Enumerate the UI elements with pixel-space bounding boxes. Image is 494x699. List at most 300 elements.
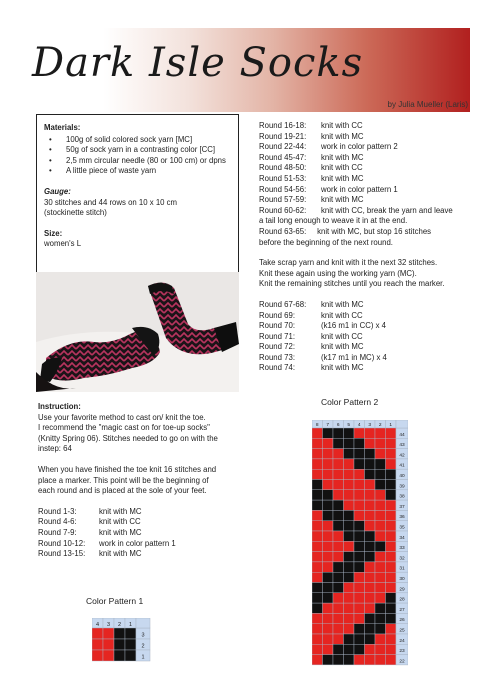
- round-row: [38, 549, 243, 560]
- stitch-cell: [312, 469, 323, 479]
- row-label: 3: [141, 632, 145, 639]
- list-item: • 50g of sock yarn in a contrasting color [CC]: [44, 145, 238, 156]
- stitch-cell: [312, 624, 323, 634]
- column-label: 5: [347, 423, 351, 428]
- round-value: knit with MC: [99, 506, 142, 516]
- materials-heading: Materials:: [44, 123, 81, 132]
- stitch-cell: [344, 510, 355, 520]
- stitch-cell: [333, 572, 344, 582]
- round-label: Round 73:: [259, 352, 295, 362]
- stitch-cell: [365, 480, 376, 490]
- stitch-cell: [333, 531, 344, 541]
- stitch-cell: [386, 613, 397, 623]
- stitch-cell: [312, 613, 323, 623]
- stitch-cell: [375, 510, 386, 520]
- stitch-cell: [365, 583, 376, 593]
- row-label: 2: [141, 643, 145, 650]
- column-label: 1: [389, 423, 393, 428]
- stitch-cell: [354, 624, 365, 634]
- stitch-cell: [333, 428, 344, 438]
- round-label: Round 51-53:: [259, 173, 307, 183]
- row-label: 40: [399, 474, 405, 479]
- stitch-cell: [333, 552, 344, 562]
- column-label: 8: [315, 423, 319, 428]
- stitch-cell: [386, 438, 397, 448]
- round-value: knit with MC: [321, 152, 364, 162]
- round-row: [259, 163, 469, 174]
- stitch-cell: [344, 500, 355, 510]
- stitch-cell: [375, 644, 386, 654]
- stitch-cell: [375, 603, 386, 613]
- round-row: [259, 185, 469, 196]
- stitch-cell: [375, 624, 386, 634]
- row-label: 34: [399, 535, 405, 541]
- list-item: • 2,5 mm circular needle (80 or 100 cm) or dpns: [44, 156, 238, 167]
- stitch-cell: [323, 469, 334, 479]
- round-row: [38, 517, 243, 528]
- stitch-cell: [365, 613, 376, 623]
- stitch-cell: [354, 510, 365, 520]
- color-pattern-1-title: Color Pattern 1: [86, 596, 144, 606]
- stitch-cell: [354, 593, 365, 603]
- stitch-cell: [375, 500, 386, 510]
- round-row: [38, 539, 243, 550]
- stitch-cell: [365, 603, 376, 613]
- stitch-cell: [375, 583, 386, 593]
- author-credit: by Julia Mueller (Laris): [387, 100, 468, 109]
- stitch-cell: [103, 628, 114, 639]
- column-label: 6: [336, 423, 340, 428]
- stitch-cell: [354, 531, 365, 541]
- round-row: [259, 321, 469, 332]
- round-value: (k16 m1 in CC) x 4: [321, 321, 386, 331]
- instruction-line: each round and is placed at the sole of your feet.: [38, 486, 207, 496]
- stitch-cell: [333, 583, 344, 593]
- round-label: Round 54-56:: [259, 184, 307, 194]
- stitch-cell: [323, 480, 334, 490]
- row-label: 24: [399, 638, 405, 644]
- row-label: 29: [399, 587, 405, 593]
- row-label: 43: [399, 443, 405, 449]
- round-row: [259, 153, 469, 164]
- stitch-cell: [344, 469, 355, 479]
- socks-photo: [36, 272, 239, 392]
- stitch-cell: [344, 613, 355, 623]
- instructions-heading: Instruction:: [38, 402, 81, 411]
- stitch-cell: [92, 628, 103, 639]
- round-row: [259, 195, 469, 206]
- stitch-cell: [333, 541, 344, 551]
- right-column: [259, 121, 469, 374]
- round-label: Round 70:: [259, 321, 295, 331]
- round-row: [259, 174, 469, 185]
- stitch-cell: [312, 490, 323, 500]
- row-label: 28: [399, 597, 405, 603]
- stitch-cell: [333, 603, 344, 613]
- stitch-cell: [365, 510, 376, 520]
- stitch-cell: [354, 459, 365, 469]
- stitch-cell: [333, 490, 344, 500]
- stitch-cell: [386, 500, 397, 510]
- stitch-cell: [323, 510, 334, 520]
- stitch-cell: [386, 521, 397, 531]
- row-label: 23: [399, 649, 405, 655]
- row-label: 31: [399, 566, 405, 572]
- stitch-cell: [344, 634, 355, 644]
- round-value: knit with CC: [99, 517, 141, 527]
- scrap-line: Knit the remaining stitches until you reach the marker.: [259, 279, 445, 289]
- instruction-line: I recommend the "magic cast on for toe-up socks": [38, 423, 210, 433]
- stitch-cell: [344, 593, 355, 603]
- stitch-cell: [375, 459, 386, 469]
- stitch-cell: [365, 428, 376, 438]
- stitch-cell: [386, 552, 397, 562]
- stitch-cell: [92, 650, 103, 661]
- stitch-cell: [323, 449, 334, 459]
- stitch-cell: [375, 572, 386, 582]
- instruction-line: (Knitty Spring 06). Stitches needed to go on with the: [38, 433, 218, 443]
- round-value: knit with MC: [321, 342, 364, 352]
- instruction-line: place a marker. This point will be the beginning of: [38, 475, 209, 485]
- stitch-cell: [323, 438, 334, 448]
- stitch-cell: [375, 562, 386, 572]
- stitch-cell: [386, 655, 397, 665]
- stitch-cell: [354, 655, 365, 665]
- round-continuation: a tail long enough to weave it in at the end.: [259, 216, 408, 226]
- row-label: 42: [399, 453, 405, 459]
- stitch-cell: [312, 459, 323, 469]
- stitch-cell: [386, 531, 397, 541]
- stitch-cell: [323, 583, 334, 593]
- stitch-cell: [333, 644, 344, 654]
- stitch-cell: [386, 541, 397, 551]
- stitch-cell: [312, 500, 323, 510]
- stitch-cell: [375, 655, 386, 665]
- stitch-cell: [344, 541, 355, 551]
- stitch-cell: [344, 521, 355, 531]
- stitch-cell: [312, 593, 323, 603]
- stitch-cell: [312, 521, 323, 531]
- stitch-cell: [125, 628, 136, 639]
- round-value: work in color pattern 1: [99, 538, 176, 548]
- materials-list: [44, 135, 238, 177]
- stitch-cell: [333, 480, 344, 490]
- round-value: knit with MC: [321, 195, 364, 205]
- row-label: 30: [399, 577, 405, 582]
- stitch-cell: [354, 449, 365, 459]
- color-pattern-1-chart: [92, 618, 154, 664]
- list-item: • 100g of solid colored sock yarn [MC]: [44, 135, 238, 146]
- round-label: Round 4-6:: [38, 517, 77, 527]
- stitch-cell: [386, 624, 397, 634]
- stitch-cell: [344, 644, 355, 654]
- stitch-cell: [344, 572, 355, 582]
- page-title: Dark Isle Socks: [32, 40, 364, 86]
- round-row: [259, 311, 469, 322]
- round-row: [259, 206, 469, 217]
- round-value: knit with MC: [99, 549, 142, 559]
- stitch-cell: [344, 624, 355, 634]
- stitch-cell: [365, 469, 376, 479]
- stitch-cell: [386, 572, 397, 582]
- stitch-cell: [323, 500, 334, 510]
- stitch-cell: [365, 552, 376, 562]
- stitch-cell: [375, 552, 386, 562]
- round-row: [38, 528, 243, 539]
- stitch-cell: [344, 562, 355, 572]
- round-label: Round 13-15:: [38, 549, 86, 559]
- stitch-cell: [365, 438, 376, 448]
- column-label: 2: [378, 423, 382, 428]
- row-label: 44: [399, 432, 405, 438]
- stitch-cell: [375, 521, 386, 531]
- round-value: knit with MC: [321, 363, 364, 373]
- column-label: 4: [357, 423, 361, 428]
- stitch-cell: [312, 449, 323, 459]
- round-label: Round 48-50:: [259, 163, 307, 173]
- row-label: 39: [399, 484, 405, 490]
- round-row: [38, 507, 243, 518]
- stitch-cell: [375, 469, 386, 479]
- stitch-cell: [312, 428, 323, 438]
- stitch-cell: [312, 438, 323, 448]
- row-label: 35: [399, 525, 405, 531]
- round-row: [259, 342, 469, 353]
- stitch-cell: [344, 655, 355, 665]
- stitch-cell: [386, 480, 397, 490]
- stitch-cell: [386, 644, 397, 654]
- stitch-cell: [365, 541, 376, 551]
- round-value: knit with CC: [321, 163, 363, 173]
- stitch-cell: [354, 428, 365, 438]
- gauge-text: (stockinette stitch): [44, 208, 107, 218]
- stitch-cell: [365, 634, 376, 644]
- stitch-cell: [312, 583, 323, 593]
- round-label: Round 7-9:: [38, 527, 77, 537]
- round-continuation: before the beginning of the next round.: [259, 237, 393, 247]
- row-label: 1: [141, 654, 145, 661]
- color-pattern-2-chart: [312, 420, 408, 670]
- stitch-cell: [386, 510, 397, 520]
- stitch-cell: [312, 655, 323, 665]
- round-value: (k17 m1 in MC) x 4: [321, 352, 387, 362]
- stitch-cell: [344, 583, 355, 593]
- stitch-cell: [354, 562, 365, 572]
- stitch-cell: [375, 634, 386, 644]
- stitch-cell: [354, 552, 365, 562]
- stitch-cell: [344, 459, 355, 469]
- stitch-cell: [386, 562, 397, 572]
- stitch-cell: [344, 531, 355, 541]
- column-label: 2: [117, 622, 122, 628]
- round-label: Round 72:: [259, 342, 295, 352]
- round-value: knit with MC: [99, 527, 142, 537]
- round-row: Round 63-65: knit with MC, but stop 16 stitches: [259, 226, 432, 236]
- scrap-line: Knit these again using the working yarn (MC).: [259, 268, 417, 278]
- stitch-cell: [333, 438, 344, 448]
- stitch-cell: [354, 500, 365, 510]
- stitch-cell: [375, 438, 386, 448]
- stitch-cell: [354, 572, 365, 582]
- stitch-cell: [333, 469, 344, 479]
- stitch-cell: [365, 521, 376, 531]
- round-value: knit with CC: [321, 310, 363, 320]
- stitch-cell: [365, 531, 376, 541]
- round-row: [259, 121, 469, 132]
- stitch-cell: [365, 490, 376, 500]
- stitch-cell: [323, 634, 334, 644]
- stitch-cell: [375, 480, 386, 490]
- round-row: [259, 363, 469, 374]
- stitch-cell: [375, 531, 386, 541]
- stitch-cell: [375, 449, 386, 459]
- stitch-cell: [386, 469, 397, 479]
- stitch-cell: [312, 603, 323, 613]
- column-label: 3: [368, 423, 372, 428]
- round-label: Round 22-44:: [259, 142, 307, 152]
- stitch-cell: [114, 639, 125, 650]
- size-text: women's L: [44, 239, 82, 249]
- stitch-cell: [354, 469, 365, 479]
- stitch-cell: [354, 583, 365, 593]
- stitch-cell: [344, 449, 355, 459]
- stitch-cell: [323, 572, 334, 582]
- round-value: work in color pattern 2: [321, 142, 398, 152]
- round-value: knit with MC: [321, 131, 364, 141]
- stitch-cell: [125, 639, 136, 650]
- row-label: 38: [399, 494, 405, 500]
- column-label: 1: [128, 622, 133, 628]
- stitch-cell: [386, 583, 397, 593]
- stitch-cell: [344, 490, 355, 500]
- row-label: 37: [399, 504, 405, 510]
- row-label: 32: [399, 556, 405, 562]
- stitch-cell: [312, 531, 323, 541]
- round-label: Round 45-47:: [259, 152, 307, 162]
- stitch-cell: [344, 480, 355, 490]
- stitch-cell: [333, 593, 344, 603]
- stitch-cell: [386, 603, 397, 613]
- instruction-line: instep: 64: [38, 444, 72, 454]
- stitch-cell: [323, 593, 334, 603]
- row-label: 22: [399, 659, 405, 665]
- color-pattern-2-title: Color Pattern 2: [321, 397, 379, 407]
- stitch-cell: [375, 613, 386, 623]
- stitch-cell: [323, 624, 334, 634]
- stitch-cell: [365, 624, 376, 634]
- stitch-cell: [323, 428, 334, 438]
- stitch-cell: [354, 480, 365, 490]
- stitch-cell: [103, 639, 114, 650]
- stitch-cell: [312, 572, 323, 582]
- stitch-cell: [312, 510, 323, 520]
- gauge-heading: Gauge:: [44, 186, 71, 196]
- stitch-cell: [365, 655, 376, 665]
- stitch-cell: [354, 521, 365, 531]
- stitch-cell: [354, 644, 365, 654]
- stitch-cell: [365, 644, 376, 654]
- round-label: Round 60-62:: [259, 205, 307, 215]
- instructions-section: [38, 402, 243, 560]
- stitch-cell: [333, 500, 344, 510]
- stitch-cell: [375, 490, 386, 500]
- stitch-cell: [375, 593, 386, 603]
- stitch-cell: [344, 438, 355, 448]
- stitch-cell: [386, 490, 397, 500]
- size-heading: Size:: [44, 228, 63, 238]
- stitch-cell: [125, 650, 136, 661]
- round-label: Round 69:: [259, 310, 295, 320]
- column-label: 7: [326, 423, 330, 428]
- gauge-text: 30 stitches and 44 rows on 10 x 10 cm: [44, 197, 178, 207]
- stitch-cell: [365, 459, 376, 469]
- stitch-cell: [333, 449, 344, 459]
- stitch-cell: [333, 613, 344, 623]
- stitch-cell: [333, 562, 344, 572]
- round-label: Round 71:: [259, 331, 295, 341]
- round-label: Round 74:: [259, 363, 295, 373]
- materials-box: [36, 114, 239, 293]
- stitch-cell: [323, 655, 334, 665]
- stitch-cell: [114, 650, 125, 661]
- round-value: knit with CC: [321, 331, 363, 341]
- stitch-cell: [323, 490, 334, 500]
- round-label: Round 1-3:: [38, 506, 77, 516]
- stitch-cell: [365, 593, 376, 603]
- round-row: [259, 142, 469, 153]
- stitch-cell: [333, 510, 344, 520]
- row-label: 25: [399, 628, 405, 634]
- corner-cell: [136, 618, 150, 628]
- stitch-cell: [386, 428, 397, 438]
- stitch-cell: [354, 603, 365, 613]
- round-value: knit with MC: [321, 299, 364, 309]
- stitch-cell: [344, 552, 355, 562]
- stitch-cell: [92, 639, 103, 650]
- stitch-cell: [354, 490, 365, 500]
- column-label: 4: [95, 622, 100, 628]
- stitch-cell: [365, 500, 376, 510]
- round-row: [259, 353, 469, 364]
- row-label: 26: [399, 618, 405, 624]
- stitch-cell: [312, 480, 323, 490]
- stitch-cell: [354, 438, 365, 448]
- round-row: [259, 300, 469, 311]
- stitch-cell: [386, 634, 397, 644]
- stitch-cell: [333, 459, 344, 469]
- column-label: 3: [106, 622, 111, 628]
- stitch-cell: [323, 521, 334, 531]
- stitch-cell: [365, 572, 376, 582]
- stitch-cell: [333, 624, 344, 634]
- row-label: 27: [399, 607, 405, 613]
- round-row: [259, 132, 469, 143]
- stitch-cell: [344, 428, 355, 438]
- round-row: [259, 332, 469, 343]
- round-value: knit with MC: [321, 173, 364, 183]
- round-label: Round 10-12:: [38, 538, 86, 548]
- corner-cell: [396, 420, 408, 428]
- stitch-cell: [323, 644, 334, 654]
- stitch-cell: [333, 521, 344, 531]
- stitch-cell: [114, 628, 125, 639]
- stitch-cell: [344, 603, 355, 613]
- row-label: 36: [399, 515, 405, 521]
- stitch-cell: [333, 655, 344, 665]
- stitch-cell: [323, 613, 334, 623]
- round-label: Round 57-59:: [259, 195, 307, 205]
- round-value: knit with CC, break the yarn and leave: [321, 205, 453, 215]
